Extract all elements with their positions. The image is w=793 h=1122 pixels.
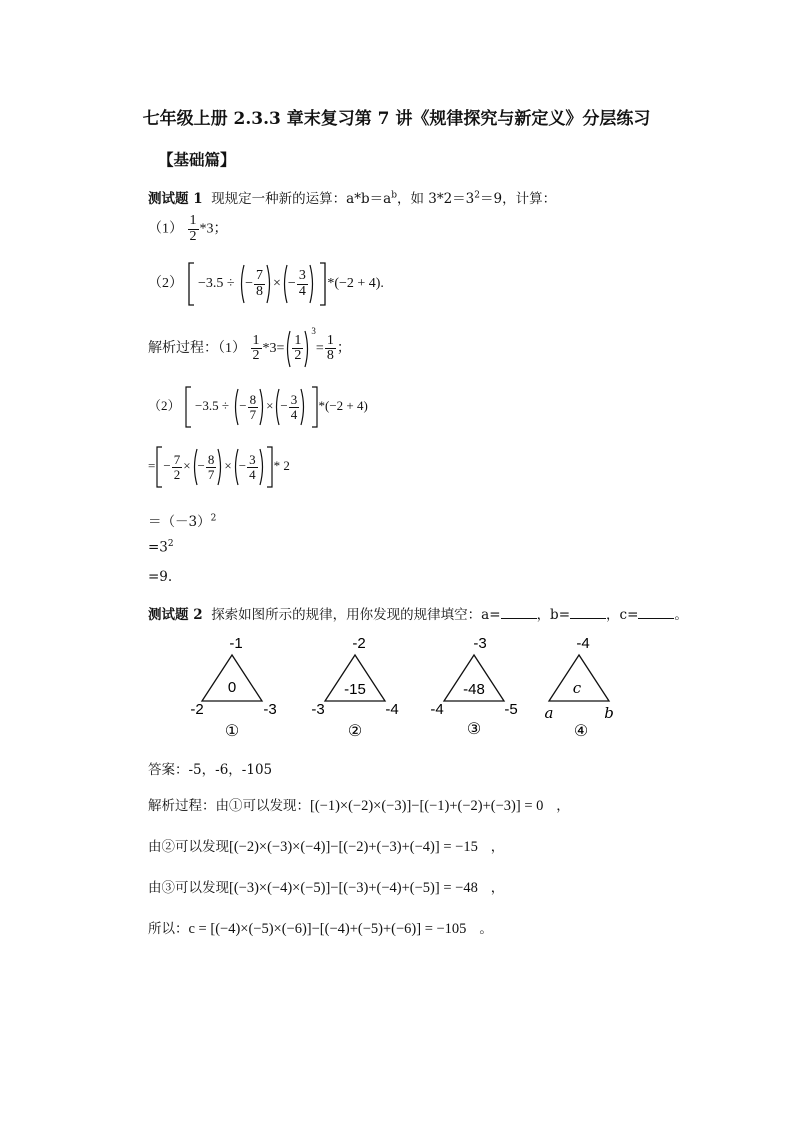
- frac-num: 1: [326, 332, 334, 348]
- sol2-l1-expr: [(−1)×(−2)×(−3)]−[(−1)+(−2)+(−3)] = 0: [310, 798, 544, 814]
- left-bracket-icon: [187, 262, 195, 306]
- triangle-1-mark: ①: [224, 721, 240, 740]
- sol2-line4: [148, 917, 493, 938]
- right-paren-icon: [259, 448, 266, 486]
- triangle-2: [311, 635, 398, 740]
- sol1-label: 解析过程：（1）: [148, 341, 246, 356]
- frac-den: 2: [252, 348, 260, 364]
- sol1-line4: [148, 510, 216, 530]
- q2-end: 。: [674, 607, 688, 623]
- sol1-l5-sup: 2: [167, 539, 174, 549]
- left-paren-icon: [191, 448, 198, 486]
- triangle-1-right: -3: [263, 701, 277, 718]
- sol1-p2-frac2: [289, 393, 300, 421]
- frac-num: 3: [249, 451, 256, 467]
- q1-p2-a: −3.5 ÷: [198, 276, 235, 292]
- triangle-1-center: 0: [227, 679, 237, 696]
- page-title: 七年级上册 2.3.3 章末复习第 7 讲《规律探究与新定义》分层练习: [142, 109, 651, 129]
- left-paren-icon: [232, 388, 239, 426]
- triangle-1: [190, 635, 276, 740]
- right-bracket-icon: [266, 446, 274, 488]
- sol1-l5-text: =3: [148, 539, 168, 556]
- q1-stem-end: ＝9，计算：: [480, 191, 557, 207]
- q1-p2-frac2: [297, 269, 308, 299]
- sol1-mid: *3=: [262, 341, 285, 356]
- sol1-l4-text: ＝（－3）: [148, 514, 211, 530]
- q1-part2: （2） −3.5 ÷ − $\frac{7}{8}$ × − $\frac{3}{4}$ *(−2 + 4).: [148, 262, 384, 306]
- sol1-l3-frac3: [247, 453, 258, 481]
- sol2-line3: [148, 876, 504, 897]
- triangle-2-right: -4: [385, 701, 399, 718]
- triangle-4-mark: ④: [573, 721, 589, 740]
- frac-den: 2: [294, 348, 302, 364]
- triangle-4-left: a: [544, 704, 554, 722]
- triangle-3-center: -48: [463, 681, 485, 698]
- triangle-figure: [180, 628, 640, 744]
- sol2-l3-prefix: 由③可以发现: [148, 880, 229, 896]
- sol2-l1-prefix: 解析过程：由①可以发现：: [148, 798, 310, 814]
- frac-num: 1: [294, 332, 302, 348]
- triangle-1-left: -2: [190, 701, 204, 718]
- triangle-4-top: -4: [576, 635, 590, 652]
- sol1-l3-eq: =: [148, 457, 156, 473]
- q1-label: 测试题 1: [148, 191, 203, 207]
- answer-line: 答案：-5，-6，-105: [148, 762, 273, 778]
- sol2-l4-prefix: 所以：: [148, 921, 189, 937]
- triangle-3-right: -5: [504, 701, 518, 718]
- right-paren-icon: [309, 264, 316, 304]
- frac-den: 7: [207, 466, 215, 482]
- sol1-l3-frac2: [206, 453, 217, 481]
- sol1-line3: = − $\frac{7}{2}$ × − $\frac{8}{7}$ × − $\frac{3}{4}$ * 2: [148, 446, 290, 488]
- sol1-frac-b: [292, 334, 303, 364]
- triangle-4-center: c: [572, 679, 582, 697]
- sol2-l2-expr: [(−2)×(−3)×(−4)]−[(−2)+(−3)+(−4)] = −15: [229, 839, 478, 855]
- frac-num: 3: [290, 391, 298, 407]
- q2-stem: [148, 603, 688, 623]
- right-paren-icon: [300, 388, 307, 426]
- sol2-l1-end: ，: [556, 798, 570, 814]
- sol1-l3-frac1: [172, 453, 183, 481]
- frac-den: 4: [298, 283, 306, 299]
- triangle-2-left: -3: [311, 701, 325, 718]
- left-paren-icon: [238, 264, 245, 304]
- blank-c[interactable]: [638, 606, 674, 619]
- triangle-2-mark: ②: [347, 721, 363, 740]
- sol1-p2-a: −3.5 ÷: [195, 397, 229, 413]
- frac-num: 7: [173, 451, 181, 467]
- sol1-line6: =9.: [148, 569, 173, 585]
- q1-p1-index: （1）: [148, 221, 183, 237]
- right-paren-icon: [259, 388, 266, 426]
- q1-stem-text: 现规定一种新的运算：a*b＝a: [211, 191, 392, 207]
- sol2-l3-expr: [(−3)×(−4)×(−5)]−[(−3)+(−4)+(−5)] = −48: [229, 880, 478, 896]
- sol2-line1: [148, 794, 570, 815]
- frac-num: 7: [256, 267, 263, 283]
- q1-stem-sup: b: [391, 190, 397, 201]
- triangle-4-right: b: [604, 704, 614, 722]
- frac-den: 8: [256, 283, 263, 299]
- sol1-frac-a: [251, 334, 262, 364]
- left-paren-icon: [281, 264, 288, 304]
- sol1-frac-c: [325, 334, 336, 364]
- triangle-4: [545, 635, 614, 740]
- blank-b[interactable]: [570, 606, 606, 619]
- sol2-l4-end: 。: [479, 921, 493, 937]
- q1-stem-tail: ，如 3*2＝3: [396, 191, 475, 207]
- sol1-line2: （2） −3.5 ÷ − $\frac{8}{7}$ × − $\frac{3}{4}$ *(−2 + 4): [148, 386, 368, 428]
- sol1-p2-tail: *(−2 + 4): [318, 397, 368, 413]
- sol1-line5: [148, 539, 174, 556]
- frac-num: 8: [249, 391, 257, 407]
- left-paren-icon: [232, 448, 239, 486]
- section-heading: 【基础篇】: [158, 150, 236, 169]
- q1-stem: [148, 187, 556, 207]
- triangle-1-top: -1: [229, 635, 243, 652]
- q2-label: 测试题 2: [148, 607, 203, 623]
- sol2-l4-expr: c = [(−4)×(−5)×(−6)]−[(−4)+(−5)+(−6)] = −105: [188, 921, 467, 937]
- right-paren-icon: [217, 448, 224, 486]
- sol1-p2-frac1: [248, 393, 259, 421]
- right-paren-icon: [266, 264, 273, 304]
- frac-den: 4: [290, 406, 298, 422]
- frac-num: 1: [252, 332, 260, 348]
- left-bracket-icon: [184, 386, 192, 428]
- triangle-2-top: -2: [352, 635, 366, 652]
- triangle-3: [430, 635, 517, 738]
- right-bracket-icon: [311, 386, 319, 428]
- sol2-line2: [148, 835, 504, 856]
- left-paren-icon: [273, 388, 280, 426]
- sol1-l3-tail: * 2: [273, 457, 290, 473]
- q1-p1-tail: *3；: [199, 221, 228, 237]
- q2-stem-text: 探索如图所示的规律，用你发现的规律填空：a=: [211, 607, 501, 623]
- frac-den: 4: [249, 466, 256, 482]
- frac-num: 1: [189, 213, 197, 228]
- q1-p2-tail: *(−2 + 4).: [327, 276, 384, 292]
- triangle-3-mark: ③: [466, 719, 482, 738]
- q2-b-label: ，b=: [536, 607, 571, 623]
- sol2-l3-end: ，: [490, 880, 505, 896]
- triangle-2-center: -15: [344, 681, 366, 698]
- sol1-line1: 解析过程：（1） $\frac{1}{2}$ *3= $\frac{1}{2}$ $^3$= $\frac{1}{8}$ ；: [148, 326, 351, 368]
- q1-stem-sup2: 2: [474, 190, 480, 201]
- sol2-l2-prefix: 由②可以发现: [148, 839, 229, 855]
- q1-p2-frac1: [254, 269, 265, 299]
- frac-den: 7: [249, 406, 257, 422]
- q1-p2-index: （2）: [148, 276, 183, 292]
- sol1-exponent: 3: [311, 326, 316, 336]
- left-paren-icon: [284, 330, 291, 368]
- sol1-p2-index: （2）: [148, 397, 181, 413]
- frac-num: 8: [207, 451, 215, 467]
- q2-c-label: ，c=: [606, 607, 639, 623]
- triangle-3-top: -3: [473, 635, 487, 652]
- sol1-semicolon: ；: [336, 341, 351, 356]
- q1-part1: [148, 214, 228, 244]
- blank-a[interactable]: [501, 606, 537, 619]
- sol2-l2-end: ，: [490, 839, 505, 855]
- frac-den: 8: [326, 348, 334, 364]
- triangle-3-left: -4: [430, 701, 444, 718]
- left-bracket-icon: [155, 446, 163, 488]
- frac-den: 2: [173, 466, 181, 482]
- q1-p1-fraction: [188, 214, 199, 244]
- frac-num: 3: [298, 267, 306, 283]
- sol1-l4-sup: 2: [210, 513, 217, 524]
- frac-den: 2: [189, 228, 197, 244]
